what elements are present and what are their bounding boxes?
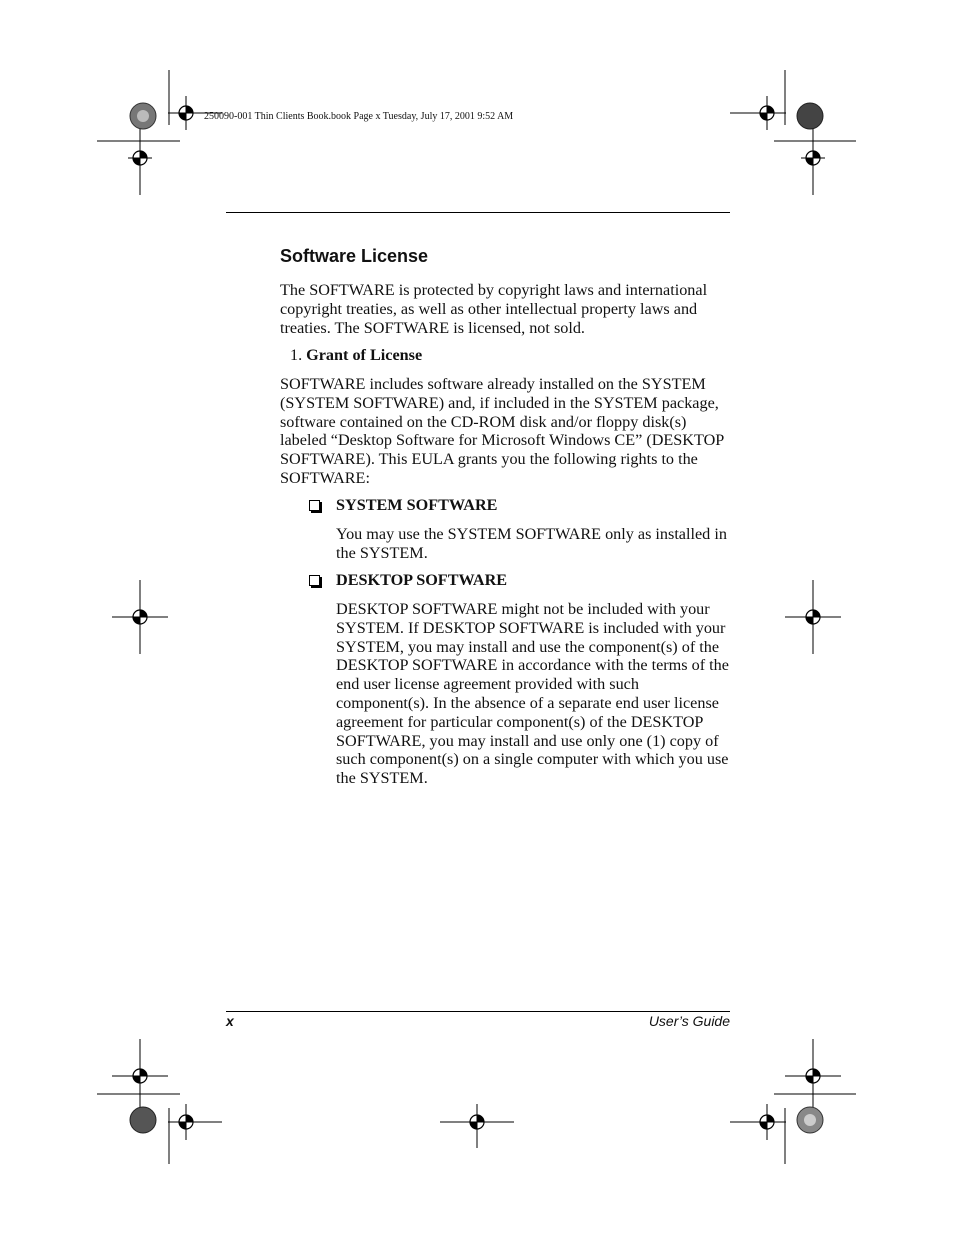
book-slug: 250090-001 Thin Clients Book.book Page x Tuesday, July 17, 2001 9:52 AM bbox=[204, 111, 514, 122]
footer-rule bbox=[226, 1011, 730, 1012]
guide-title: User’s Guide bbox=[648, 1013, 730, 1029]
checkbox-bullet-icon bbox=[309, 500, 320, 511]
bullet-text: DESKTOP SOFTWARE might not be included with your SYSTEM. If DESKTOP SOFTWARE is included with your SYSTEM, you may install and use the component(s) of the DESKTOP SOFTWARE in accordance with the terms of the end user license agreement provided with such component(s). In the absence of a separate end user license agreement for particular component(s) of the DESKTOP SOFTWARE, you may install and use only one (1) copy of such component(s) on a single computer with which you use the SYSTEM. bbox=[336, 600, 729, 788]
grant-paragraph: SOFTWARE includes software already installed on the SYSTEM (SYSTEM SOFTWARE) and, if included in the SYSTEM package, software contained on the CD-ROM disk and/or floppy disk(s) labeled “Desktop Software for Microsoft Windows CE” (DESKTOP SOFTWARE). This EULA grants you the following rights to the SOFTWARE: bbox=[280, 375, 724, 487]
item-title: Grant of License bbox=[306, 346, 423, 364]
numbered-item bbox=[290, 346, 422, 365]
bullet-title: SYSTEM SOFTWARE bbox=[336, 496, 498, 514]
bullet-title: DESKTOP SOFTWARE bbox=[336, 571, 508, 589]
intro-paragraph: The SOFTWARE is protected by copyright laws and international copyright treaties, as well as other intellectual property laws and treaties. The SOFTWARE is licensed, not sold. bbox=[280, 281, 708, 337]
page-number: x bbox=[226, 1013, 234, 1029]
header-rule bbox=[226, 212, 730, 213]
checkbox-bullet-icon bbox=[309, 575, 320, 586]
bullet-text: You may use the SYSTEM SOFTWARE only as installed in the SYSTEM. bbox=[336, 525, 727, 562]
section-title: Software License bbox=[280, 246, 429, 266]
item-number: 1. bbox=[290, 346, 303, 364]
